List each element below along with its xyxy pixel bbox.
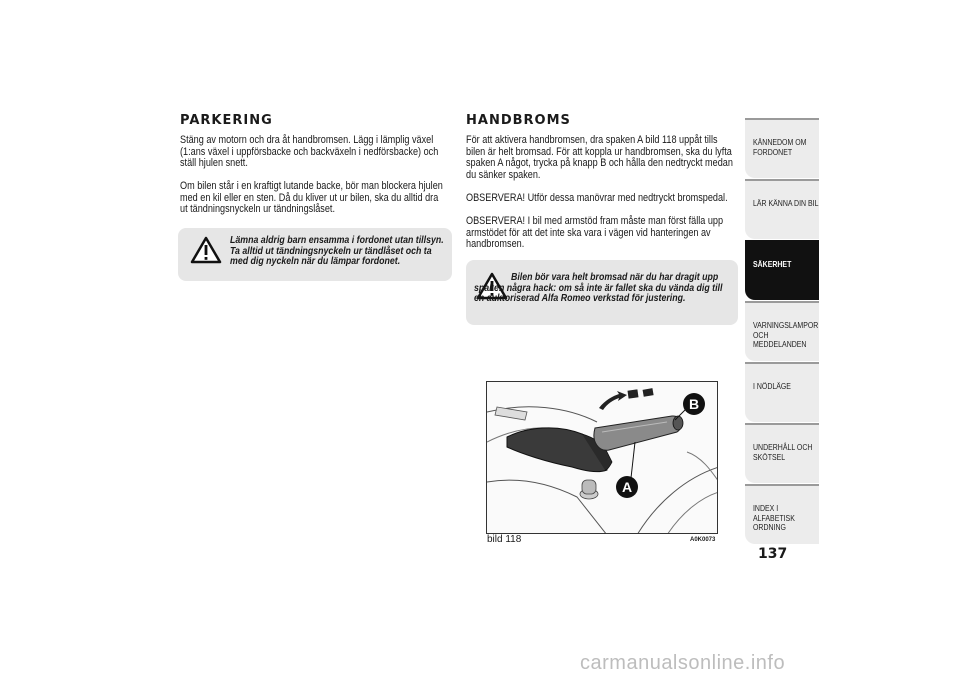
tab-label: I NÖDLÄGE xyxy=(753,381,791,391)
tab-label: INDEX I ALFABETISK ORDNING xyxy=(753,503,795,532)
tab-lar-kanna-din-bil[interactable] xyxy=(745,179,819,239)
tab-varningslampor[interactable] xyxy=(745,301,819,361)
section-heading-handbroms: HANDBROMS xyxy=(466,113,571,128)
paragraph-handbrake-3: OBSERVERA! I bil med armstöd fram måste man först fälla upp armstödet för att det inte ska vara i vägen vid hanteringen av handbromsen. xyxy=(466,215,724,251)
tab-label: VARNINGSLAMPOR OCH MEDDELANDEN xyxy=(753,320,819,349)
tab-index[interactable] xyxy=(745,484,819,544)
tab-underhall-och-skotsel[interactable] xyxy=(745,423,819,483)
watermark: carmanualsonline.info xyxy=(580,652,786,674)
warning-box-handbrake xyxy=(466,260,738,325)
handbrake-illustration xyxy=(486,381,718,534)
paragraph-parking-2: Om bilen står i en kraftigt lutande backe, bör man blockera hjulen med en kil eller en sten. Då du kliver ut ur bilen, ska du alltid dra ut tändningsnyckeln ur tändningslåset. xyxy=(180,180,443,216)
warning-text-parking: Lämna aldrig barn ensamma i fordonet utan tillsyn. Ta alltid ut tändningsnyckeln ur tändlåset och ta med dig nyckeln när du lämpar fordonet. xyxy=(230,235,444,268)
section-heading-parkering: PARKERING xyxy=(180,113,273,128)
warning-box-parking xyxy=(178,228,452,281)
figure-caption: bild 118 xyxy=(487,534,522,545)
callout-b: B xyxy=(683,393,705,415)
tab-sakerhet[interactable] xyxy=(745,240,819,300)
tab-i-nodlage[interactable] xyxy=(745,362,819,422)
page-number: 137 xyxy=(758,546,788,562)
paragraph-handbrake-1: För att aktivera handbromsen, dra spaken A bild 118 uppåt tills bilen är helt bromsad. För att koppla ur handbromsen, ska du lyfta spaken A något, trycka på knapp B och hålla den nedtryckt medan du sänker spaken. xyxy=(466,134,733,181)
paragraph-parking-1: Stäng av motorn och dra åt handbromsen. Lägg i lämplig växel (1:ans växel i uppförsbacke och backväxeln i nedförsbacke) och ställ hjulen snett. xyxy=(180,134,439,170)
tab-label: KÄNNEDOM OM FORDONET xyxy=(753,137,807,157)
tab-label: LÄR KÄNNA DIN BIL xyxy=(753,198,819,208)
callout-a: A xyxy=(616,476,638,498)
tab-kannedom-om-fordonet[interactable] xyxy=(745,118,819,178)
tab-label: UNDERHÅLL OCH SKÖTSEL xyxy=(753,442,813,462)
figure-code: A0K0073 xyxy=(690,537,716,543)
warning-text-handbrake: Bilen bör vara helt bromsad när du har dragit upp spaken några hack: om så inte är fallet ska du vända dig till en auktoriserad Alfa Romeo verkstad för justering. xyxy=(474,272,723,305)
tab-label: SÄKERHET xyxy=(753,259,792,269)
paragraph-handbrake-2: OBSERVERA! Utför dessa manövrar med nedtryckt bromspedal. xyxy=(466,192,728,204)
warning-triangle-icon xyxy=(190,236,222,264)
